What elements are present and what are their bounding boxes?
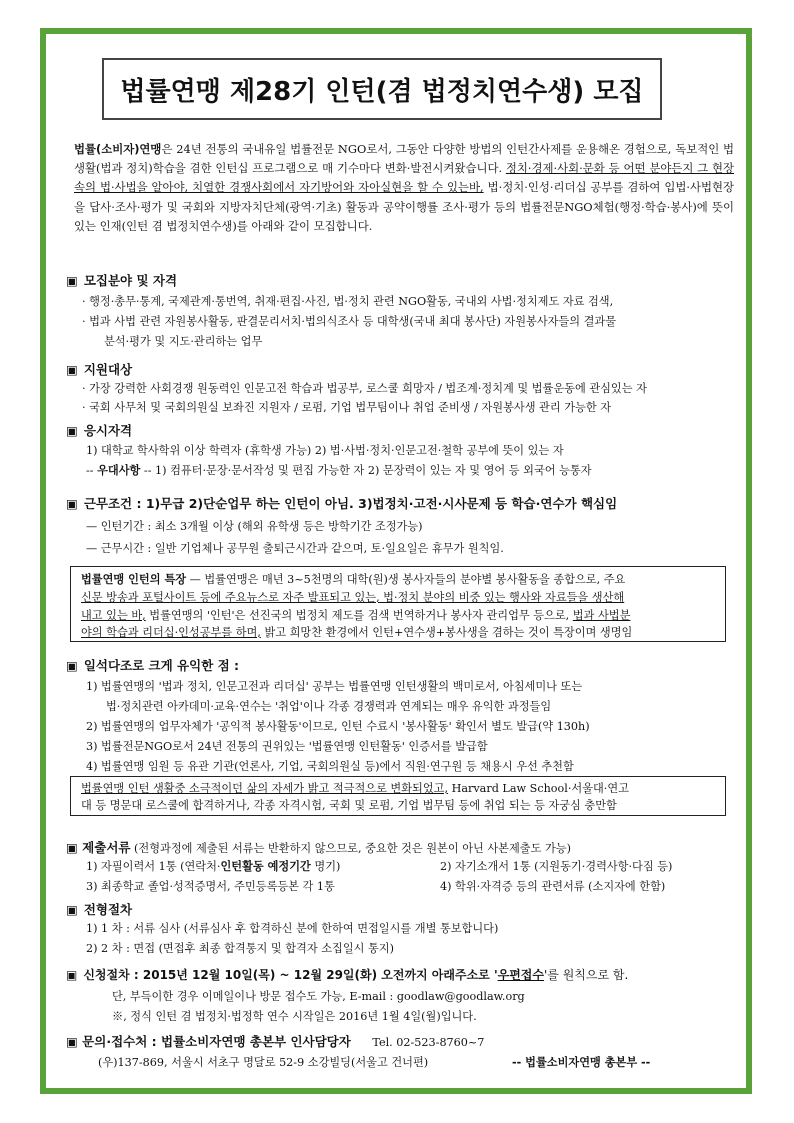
intro-paragraph bbox=[74, 140, 734, 236]
target-line-1: · 가장 강력한 사회경쟁 원동력인 인문고전 학습과 법공부, 로스쿨 희망자 / 법조계·정치계 및 법률운동에 관심있는 자 bbox=[82, 382, 647, 395]
field-line-2: · 법과 사법 관련 자원봉사활동, 판결문리서치·법의식조사 등 대학생(국내 최대 봉사단) 자원봉사자들의 결과물 bbox=[82, 315, 617, 328]
docs-item-2: 2) 자기소개서 1통 (지원동기·경력사항·다짐 등) bbox=[440, 860, 673, 873]
section-target-title: ▣ 지원대상 bbox=[66, 362, 133, 377]
work-line-1: — 인턴기간 : 최소 3개월 이상 (해외 유학생 등은 방학기간 조정가능) bbox=[86, 520, 423, 533]
useful-line-3: 2) 법률연맹의 업무자체가 '공익적 봉사활동'이므로, 인턴 수료시 '봉사활동' 확인서 별도 발급(약 130h) bbox=[86, 720, 590, 733]
section-useful-title: ▣ 일석다조로 크게 유익한 점 : bbox=[66, 658, 240, 673]
field-line-1: · 행정·총무·통계, 국제관계·통번역, 취재·편집·사진, 법·정치 관련 NGO활동, 국내외 사법·정치제도 자료 검색, bbox=[82, 295, 614, 308]
work-line-2: — 근무시간 : 일반 기업체나 공무원 출퇴근시간과 같으며, 토·일요일은 휴무가 원칙임. bbox=[86, 542, 504, 555]
contact-address: (우)137-869, 서울시 서초구 명달로 52-9 소강빌딩(서울고 건너편) bbox=[98, 1056, 429, 1069]
title-box bbox=[102, 58, 662, 120]
section-work-title: ▣ 근무조건 : 1)무급 2)단순업무 하는 인턴이 아님. 3)법정치·고전·시사문제 등 학습·연수가 핵심임 bbox=[66, 496, 618, 511]
section-qual-title: ▣ 응시자격 bbox=[66, 423, 133, 438]
section-contact-title: ▣ 문의·접수처 : 법률소비자연맹 총본부 인사담당자 Tel. 02-523-8760~7 bbox=[66, 1034, 485, 1049]
intro-lead: 법률(소비자)연맹 bbox=[74, 142, 162, 156]
contact-org: -- 법률소비자연맹 총본부 -- bbox=[512, 1056, 651, 1069]
career-box: 법률연맹 인턴 생활중 소극적이던 삶의 자세가 밝고 적극적으로 변화되었고, Harvard Law School·서울대·연고 대 등 명문대 로스쿨에 합격하거나, 각종 자격시험, 국회 및 로펌, 기업 법무팀 등에 취업 되는 등 자궁심 충만함 bbox=[70, 776, 726, 816]
intro-text-2: 정치·경제·사회·문화 등 어떤 분야든지 그 현장속의 법·사법을 알아야, 치열한 경쟁사회에서 자기방어와 자아실현을 할 수 있는바, bbox=[74, 161, 735, 195]
docs-item-1: 1) 자필이력서 1통 (연락처·인턴활동 예정기간 명기) bbox=[86, 860, 341, 873]
section-field-title: ▣ 모집분야 및 자격 bbox=[66, 273, 178, 288]
intro-text-1: 은 24년 전통의 국내유일 법률전문 NGO로서, 그동안 다양한 방법의 인턴간사제를 운용해온 경험으로, 독보적인 법생활(법과 정치)학습을 겸한 인턴십 프로그램으로 매 기수마다 변화·발전시켜왔습니다. bbox=[74, 142, 734, 176]
page-title: 법률연맹 제28기 인턴(겸 법정치연수생) 모집 bbox=[120, 76, 644, 107]
useful-line-5: 4) 법률연맹 임원 등 유관 기관(언론사, 기업, 국회의원실 등)에서 직원·연구원 등 채용시 우선 추천함 bbox=[86, 760, 574, 773]
useful-line-4: 3) 법률전문NGO로서 24년 전통의 권위있는 '법률연맹 인턴활동' 인증서를 발급함 bbox=[86, 740, 488, 753]
apply-line-2: 단, 부득이한 경우 이메일이나 방문 접수도 가능, E-mail : goodlaw@goodlaw.org bbox=[112, 990, 525, 1003]
process-line-1: 1) 1 차 : 서류 심사 (서류심사 후 합격하신 분에 한하여 면접일시를 개별 통보합니다) bbox=[86, 922, 499, 935]
section-process-title: ▣ 전형절차 bbox=[66, 902, 133, 917]
qual-line-1: 1) 대학교 학사학위 이상 학력자 (휴학생 가능) 2) 법·사법·정치·인문고전·철학 공부에 뜻이 있는 자 bbox=[86, 444, 564, 457]
qual-line-2: -- 우대사항 -- 1) 컴퓨터·문장·문서작성 및 편집 가능한 자 2) 문장력이 있는 자 및 영어 등 외국어 능통자 bbox=[86, 464, 592, 477]
intro-text-3: 법·정치·인성·리더십 공부를 겸하여 입법·사법현장을 답사·조사·평가 및 국회와 지방자치단체(광역·기초) 활동과 공약이행률 조사·평가 등의 법률전문NGO체험(행정·학습·봉사)에 뜻이 있는 인재(인턴 겸 법정치연수생)를 아래와 같이 모집합니다. bbox=[74, 180, 734, 233]
section-docs-title: ▣ 제출서류 (전형과정에 제출된 서류는 반환하지 않으므로, 중요한 것은 원본이 아닌 사본제출도 가능) bbox=[66, 840, 571, 855]
docs-item-4: 4) 학위·자격증 등의 관련서류 (소지자에 한함) bbox=[440, 880, 666, 893]
section-apply-title: ▣ 신청절차 : 2015년 12월 10일(목) ~ 12월 29일(화) 오전까지 아래주소로 '우편접수'를 원칙으로 함. bbox=[66, 968, 629, 982]
contact-tel: Tel. 02-523-8760~7 bbox=[372, 1036, 485, 1049]
field-line-3: 분석·평가 및 지도·관리하는 업무 bbox=[104, 335, 263, 348]
docs-item-3: 3) 최종학교 졸업·성적증명서, 주민등록등본 각 1통 bbox=[86, 880, 335, 893]
target-line-2: · 국회 사무처 및 국회의원실 보좌진 지원자 / 로펌, 기업 법무팀이나 취업 준비생 / 자원봉사생 관리 가능한 자 bbox=[82, 401, 612, 414]
apply-line-3: ※, 정식 인턴 겸 법정치·법정학 연수 시작일은 2016년 1월 4일(월)입니다. bbox=[112, 1010, 477, 1023]
useful-line-1: 1) 법률연맹의 '법과 정치, 인문고전과 리더십' 공부는 법률연맹 인턴생활의 백미로서, 아침세미나 또는 bbox=[86, 680, 583, 693]
process-line-2: 2) 2 차 : 면접 (면접후 최종 합격통지 및 합격자 소집일시 통지) bbox=[86, 942, 394, 955]
useful-line-2: 법·정치관련 아카데미·교육·연수는 '취업'이나 각종 경쟁력과 연계되는 매우 유익한 과정들임 bbox=[106, 700, 552, 713]
feature-box: 법률연맹 인턴의 특장 — 법률연맹은 매년 3~5천명의 대학(원)생 봉사자들의 분야별 봉사활동을 종합으로, 주요 신문 방송과 포털사이트 등에 주요뉴스로 자주 발표되고 있는, 법·정치 분야의 비중 있는 행사와 자료들을 생산해 내고 있는 바, 법률연맹의 '인턴'은 선진국의 법정치 제도를 검색 번역하거나 봉사자 관리업무 등으로, 법과 사법분 야의 학습과 리더십·인성공부를 하며, 밝고 희망찬 환경에서 인턴+연수생+봉사생을 겸하는 것이 특장이며 생명임 bbox=[70, 566, 726, 642]
